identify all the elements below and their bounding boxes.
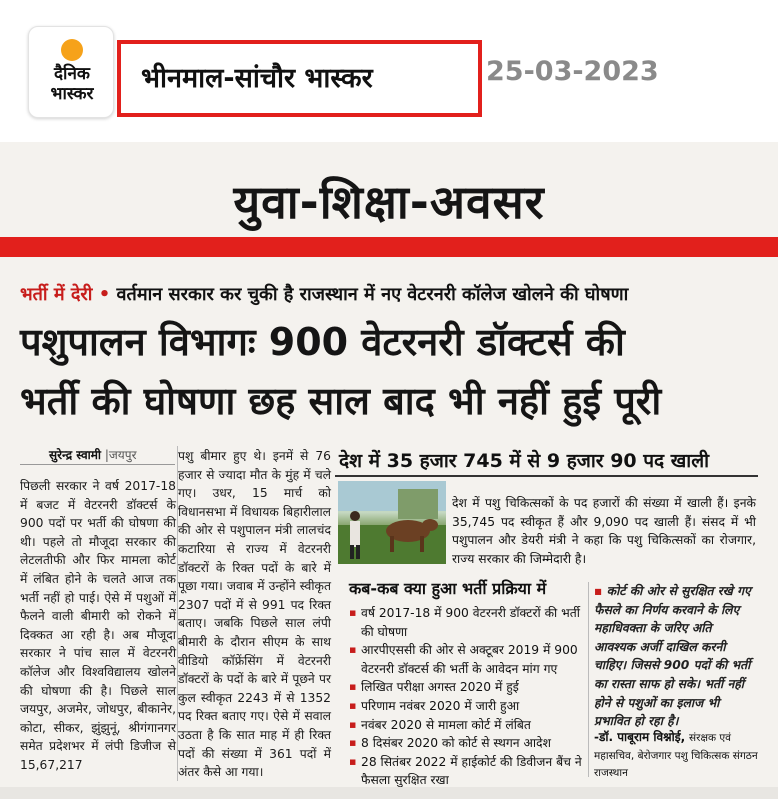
timeline-item: ▪ वर्ष 2017-18 में 900 वेटरनरी डॉक्टरों की भर्ती की घोषणा <box>349 604 585 641</box>
box-title-rule <box>335 475 758 477</box>
newspaper-clipping <box>0 142 778 799</box>
timeline-item: ▪ परिणाम नवंबर 2020 में जारी हुआ <box>349 697 585 716</box>
timeline-item: ▪ नवंबर 2020 से मामला कोर्ट में लंबित <box>349 716 585 735</box>
timeline-item: ▪ लिखित परीक्षा अगस्त 2020 में हुई <box>349 678 585 697</box>
article-column-1: पिछली सरकार ने वर्ष 2017-18 में बजट में वेटरनरी डॉक्टर्स के 900 पदों पर भर्ती की घोषणा की थी। पहले तो मौजूदा सरकार की लेटलतीफी और फिर मामला कोर्ट में लंबित होने के चलते आज तक भर्ती नहीं हो पाई। ऐसे में पशुओं में फैलने वाली बीमारी को रोकने में दिक्कत आ रही है। अब मौजूदा सरकार ने पांच साल में वेटरनरी कॉलेज और विश्वविद्यालय खोलने की घोषणा की है। पिछले साल जयपुर, अजमेर, जोधपुर, बीकानेर, कोटा, सीकर, झुंझुनूं, श्रीगंगानगर समेत प्रदेशभर में लंपी डिजीज से 15,67,217 <box>20 479 176 772</box>
timeline-item: ▪ आरपीएससी की ओर से अक्टूबर 2019 में 900 वेटरनरी डॉक्टर्स की भर्ती के आवेदन मांग गए <box>349 641 585 678</box>
edition-header <box>0 0 778 142</box>
edition-highlight-box <box>117 40 482 117</box>
byline-place: |जयपुर <box>104 448 137 462</box>
sun-icon <box>61 39 83 61</box>
headline-line-1: पशुपालन विभागः 900 वेटरनरी डॉक्टर्स की <box>20 320 625 364</box>
quote-attribution <box>594 729 759 782</box>
dainik-bhaskar-logo <box>28 26 114 118</box>
article-column-2: पशु बीमार हुए थे। इनमें से 76 हजार से ज्यादा मौत के मुंह में चले गए। उधर, 15 मार्च को विधानसभा में विधायक बिहारीलाल की ओर से पशुपालन मंत्री लालचंद कटारिया से राज्य में वेटरनरी डॉक्टरों के रिक्त पदों के बारे में पूछा गया। जवाब में उन्होंने स्वीकृत 2307 पदों में से 991 पद रिक्त बताए। जबकि पिछले साल लंपी बीमारी के दौरान सीएम के साथ वीडियो कॉफ्रेंसिंग में वेटरनरी डॉक्टरों के पदों के बारे में पूछने पर कुल स्वीकृत 2243 में से 1352 पद रिक्त बताए गए। ऐसे में सवाल उठता है कि सात माह में ही रिक्त पदों की संख्या में 361 पदों में अंतर कैसे आ गया। <box>178 449 331 780</box>
quote-text: कोर्ट की ओर से सुरक्षित रखे गए फैसले का निर्णय करवाने के लिए महाधिवक्ता के जरिए अति आवश्यक अर्जी दाखिल करनी चाहिए। जिससे 900 पदों की भर्ती का रास्ता साफ हो सके। भर्ती नहीं होने से पशुओं का इलाज भी प्रभावित हो रहा है। <box>594 584 751 729</box>
logo-text-line2: भास्कर <box>50 84 94 104</box>
quote <box>594 582 754 731</box>
timeline-item: ▪ 8 दिसंबर 2020 को कोर्ट से स्थगन आदेश <box>349 734 585 753</box>
byline-name: सुरेन्द्र स्वामी <box>49 448 102 462</box>
quote-divider <box>588 582 589 777</box>
box-title: देश में 35 हजार 745 में से 9 हजार 90 पद खाली <box>339 450 710 472</box>
cattle-photo <box>338 481 446 564</box>
quote-bullet: ▪ <box>594 584 603 598</box>
cut-off-next-article <box>0 787 778 799</box>
timeline-item: ▪ 28 सितंबर 2022 में हाईकोर्ट की डिवीजन बैंच ने फैसला सुरक्षित रखा <box>349 753 585 790</box>
headline-line-2: भर्ती की घोषणा छह साल बाद भी नहीं हुई पूरी <box>20 379 662 423</box>
byline <box>49 446 136 463</box>
section-divider <box>0 237 778 257</box>
quote-role: संरक्षक एवं महासचिव, बेरोजगार पशु चिकित्सक संगठन राजस्थान <box>594 732 758 780</box>
section-title: युवा-शिक्षा-अवसर <box>233 175 545 229</box>
edition-name: भीनमाल-सांचौर भास्कर <box>141 63 373 94</box>
kicker-label: भर्ती में देरी <box>20 284 93 305</box>
quote-author: -डॉ. पाबूराम विश्नोई, <box>594 730 686 744</box>
byline-rule <box>20 464 175 465</box>
timeline-list <box>349 604 585 790</box>
kicker <box>20 282 628 306</box>
kicker-text: वर्तमान सरकार कर चुकी है राजस्थान में नए वेटरनरी कॉलेज खोलने की घोषणा <box>116 284 629 305</box>
timeline-title: कब-कब क्या हुआ भर्ती प्रक्रिया में <box>349 579 547 598</box>
box-text: देश में पशु चिकित्सकों के पद हजारों की संख्या में खाली हैं। इनके 35,745 पद स्वीकृत हैं और 9,090 पद खाली हैं। संसद में भी पशुपालन और डेयरी मंत्री ने कहा कि पशु चिकित्सकों का रोजगार, राज्य सरकार की जिम्मेदारी है। <box>452 496 756 566</box>
publication-date: 25-03-2023 <box>486 56 659 87</box>
logo-text-line1: दैनिक <box>54 64 90 84</box>
kicker-bullet: • <box>98 284 111 305</box>
